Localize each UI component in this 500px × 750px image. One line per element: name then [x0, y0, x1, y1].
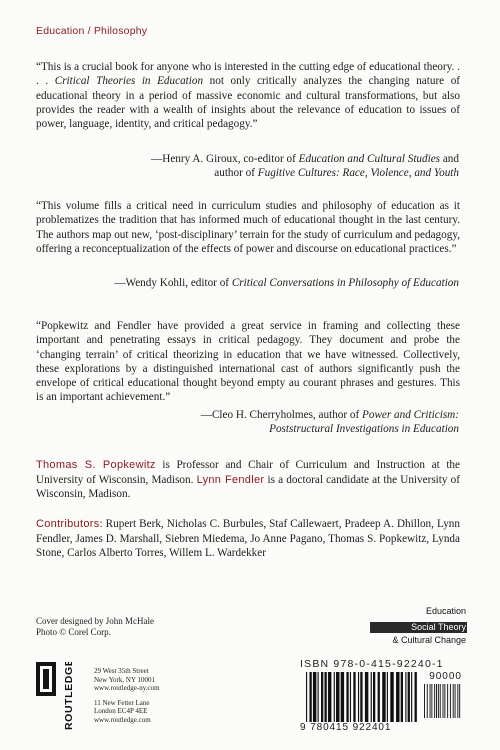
barcode-bar	[306, 672, 307, 722]
attribution-text: —Cleo H. Cherryholmes, author of	[200, 409, 363, 421]
address-line: 11 New Fetter Lane	[94, 698, 150, 707]
address-line: New York, NY 10001	[94, 675, 155, 684]
barcode-bar	[365, 672, 368, 722]
quote-text: “This is a crucial book for anyone who is interested in the cutting edge of educational theory. . . .	[36, 61, 460, 88]
barcode-bar	[378, 672, 380, 722]
quote-attribution-giroux	[151, 152, 459, 181]
ean-barcode	[306, 672, 418, 722]
attribution-title: Poststructural Investigations in Education	[269, 423, 459, 436]
barcode-bar	[444, 684, 445, 718]
barcode-bar	[396, 672, 399, 722]
barcode-bar	[457, 684, 458, 718]
barcode-bar	[324, 672, 326, 722]
bio-text: is Professor and Chair of Curriculum and Instruction at the University of Wisconsin, Madison.	[36, 459, 460, 486]
barcode-bar	[424, 684, 425, 718]
attribution-title: Power and Criticism:	[362, 409, 459, 421]
barcode-bar	[371, 672, 372, 722]
review-quote-giroux	[36, 60, 460, 131]
contributors-names: : Rupert Berk, Nicholas C. Burbules, Staf Callewaert, Pradeep A. Dhillon, Lynn Fendler, James D. Marshall, Siebren Miedema, Jo Anne Pagano, Thomas S. Popkewitz, Lynda Stone, Carlos Alberto Torres, Willem L. Wardekker	[36, 518, 460, 560]
editor-name: Thomas S. Popkewitz	[36, 459, 156, 471]
barcode-bar	[459, 684, 460, 718]
editor-bio	[36, 458, 460, 502]
quote-attribution-kohli	[114, 276, 459, 290]
publisher-url: www.routledge-ny.com	[94, 684, 160, 693]
barcode-bar	[341, 672, 344, 722]
barcode-bar	[438, 684, 439, 718]
barcode-bar	[390, 672, 393, 722]
barcode-bar	[336, 672, 339, 722]
quote-text: “This volume fills a critical need in curriculum studies and philosophy of education as it problematizes the tradition that has informed much of educational thought in the last century. The authors map out new, ‘post-disciplinary’ terrain for the study of curriculum and pedagogy, offering a reconceptualization of the effects of power and discourse on educational practices.”	[36, 200, 460, 255]
attribution-text: and	[440, 153, 459, 165]
attribution-text: —Wendy Kohli, editor of	[114, 277, 232, 289]
logo-wordmark: ROUTLEDGE	[63, 662, 75, 730]
series-mark	[370, 608, 468, 652]
barcode-bar	[427, 684, 428, 718]
address-line: London EC4P 4EE	[94, 707, 148, 716]
barcode-bar	[436, 684, 437, 718]
barcode-bar	[346, 672, 348, 722]
barcode-bar	[408, 672, 410, 722]
photo-credit: Photo © Corel Corp.	[36, 626, 111, 637]
barcode-bar	[334, 672, 335, 722]
series-line: Social Theory	[411, 622, 466, 633]
series-line: & Cultural Change	[392, 634, 466, 645]
barcode-bar	[313, 672, 316, 722]
quote-text: “Popkewitz and Fendler have provided a great service in framing and collecting these important and penetrating essays in critical pedagogy. They document and probe the ‘changing terrain’ of critical theorizing in education that we have witnessed. Collectively, these explorations by a distinguished international cast of authors significantly push the envelope of critical educational thought beyond empty au courant phrases and gestures. This is an important achievement.”	[36, 320, 460, 404]
cover-credits	[36, 616, 154, 637]
barcode-bar	[450, 684, 451, 718]
address-line: 29 West 35th Street	[94, 667, 149, 675]
barcode-bar	[387, 672, 388, 722]
barcode-bar	[453, 684, 454, 718]
category-label: Education / Philosophy	[36, 25, 148, 37]
price-barcode	[424, 684, 462, 718]
review-quote-cherryholmes	[36, 319, 460, 405]
barcode-bar	[382, 672, 385, 722]
barcode-bar	[358, 672, 359, 722]
barcode-bar	[431, 684, 432, 718]
barcode-bar	[405, 672, 406, 722]
barcode-bar	[360, 672, 362, 722]
publisher-address	[94, 667, 160, 725]
ean-number: 9 780415 922401	[300, 722, 392, 733]
barcode-bar	[447, 684, 448, 718]
barcode-bar	[318, 672, 319, 722]
barcode-bar	[440, 684, 441, 718]
barcode-bar	[401, 672, 403, 722]
contributors-label: Contributors	[36, 518, 100, 530]
barcode-bar	[455, 684, 456, 718]
quote-text: not only critically analyzes the changing nature of educational theory in a period of massive economic and cultural transformations, but also provides the reader with a wealth of insights about the relevance of education to issues of power, language, identity, and critical pedagogy.”	[36, 75, 461, 131]
contributors-list	[36, 517, 460, 561]
barcode-bar	[350, 672, 351, 722]
barcode-bar	[415, 672, 417, 722]
barcode-bar	[373, 672, 375, 722]
review-quote-kohli	[36, 199, 460, 256]
barcode-bar	[411, 672, 412, 722]
quote-attribution-cherryholmes	[201, 408, 459, 437]
bio-text: is a doctoral candidate at the University of Wisconsin, Madison.	[36, 473, 460, 501]
series-title	[392, 606, 466, 645]
barcode-bar	[434, 684, 435, 718]
attribution-title: Fugitive Cultures: Race, Violence, and Youth	[257, 167, 459, 180]
editor-name: Lynn Fendler	[196, 473, 265, 486]
attribution-text: author of	[214, 167, 258, 180]
barcode-bar	[309, 672, 311, 722]
book-title: Critical Theories in Education	[54, 75, 204, 88]
attribution-text: —Henry A. Giroux, co-editor of	[151, 153, 299, 165]
barcode-bar	[430, 684, 431, 718]
barcode-bar	[328, 672, 331, 722]
barcode-bar	[321, 672, 323, 722]
barcode-block	[300, 658, 462, 736]
series-line: Education	[425, 606, 466, 616]
barcode-bar	[353, 672, 355, 722]
cover-design-credit: Cover designed by John McHale	[36, 616, 154, 626]
routledge-logo	[36, 662, 82, 732]
attribution-title: Critical Conversations in Philosophy of Education	[231, 277, 459, 289]
isbn-number: ISBN 978-0-415-92240-1	[300, 658, 444, 670]
attribution-title: Education and Cultural Studies	[298, 153, 441, 165]
price-code: 90000	[429, 671, 462, 682]
barcode-bar	[443, 684, 444, 718]
publisher-url: www.routledge.com	[94, 715, 151, 724]
